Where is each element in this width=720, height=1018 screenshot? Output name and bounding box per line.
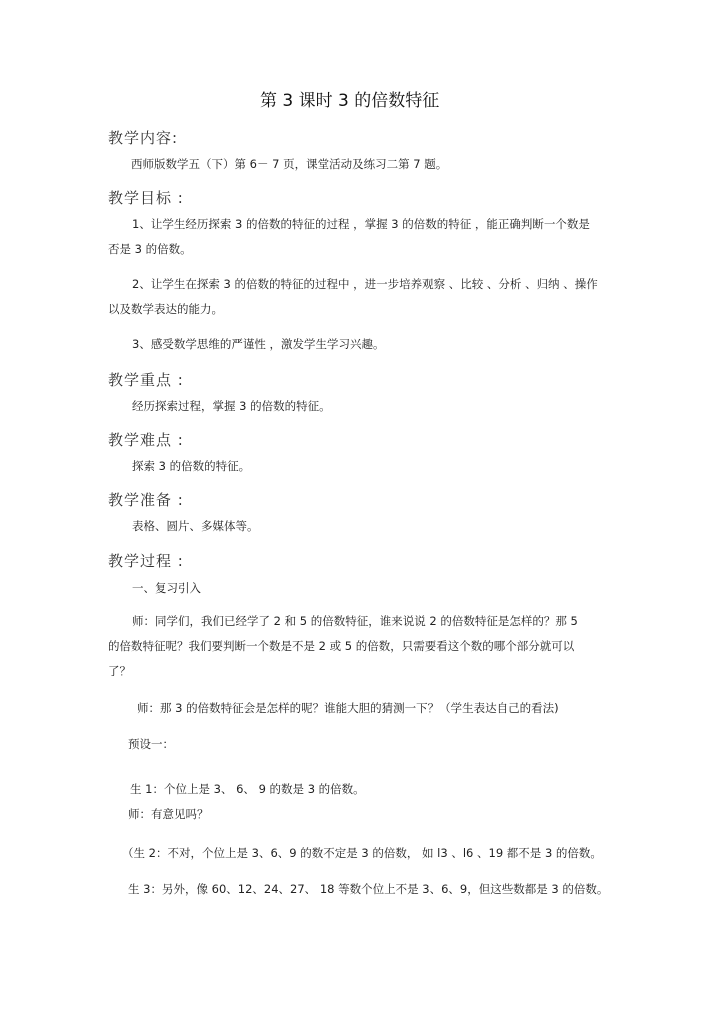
student-1: 生 1：个位上是 3、 6、 9 的数是 3 的倍数。 bbox=[130, 782, 365, 796]
content-heading: 教学内容: bbox=[108, 129, 179, 147]
difficulty-text: 探索 3 的倍数的特征。 bbox=[132, 459, 251, 473]
preparation-heading: 教学准备 : bbox=[108, 491, 184, 509]
difficulty-heading: 教学难点 : bbox=[108, 431, 184, 449]
process-heading: 教学过程 : bbox=[108, 552, 184, 570]
paragraph-1-line-1: 师：同学们，我们已经学了 2 和 5 的倍数特征，谁来说说 2 的倍数特征是怎样的？那 5 bbox=[132, 614, 578, 628]
student-3: 生 3：另外，像 60、12、24、27、 18 等数个位上不是 3、6、9，但这些数都是 3 的倍数。 bbox=[128, 882, 609, 896]
paragraph-1-line-2: 的倍数特征呢？我们要判断一个数是不是 2 或 5 的倍数，只需要看这个数的哪个部分就可以 bbox=[108, 639, 575, 653]
preset-1: 预设一： bbox=[128, 737, 174, 751]
content-text: 西师版数学五（下）第 6－ 7 页，课堂活动及练习二第 7 题。 bbox=[131, 157, 448, 171]
paragraph-2: 师：那 3 的倍数特征会是怎样的呢？谁能大胆的猜测一下？（学生表达自己的看法) bbox=[137, 701, 559, 715]
teacher-question: 师：有意见吗？ bbox=[128, 807, 209, 821]
page-title: 第 3 课时 3 的倍数特征 bbox=[260, 91, 440, 111]
goals-heading: 教学目标 : bbox=[108, 189, 184, 207]
student-2: （生 2：不对，个位上是 3、6、9 的数不定是 3 的倍数， 如 l3 、l6 、19 都不是 3 的倍数。 bbox=[122, 846, 602, 860]
goal-3: 3、感受数学思维的严谨性 ，激发学生学习兴趣。 bbox=[132, 337, 385, 351]
goal-2-line-2: 以及数学表达的能力。 bbox=[108, 302, 223, 316]
goal-2-line-1: 2、让学生在探索 3 的倍数的特征的过程中 ，进一步培养观察 、比较 、分析 、归纳 、操作 bbox=[132, 277, 598, 291]
paragraph-1-line-3: 了？ bbox=[108, 664, 131, 678]
goal-1-line-1: 1、让学生经历探索 3 的倍数的特征的过程 ，掌握 3 的倍数的特征 ，能正确判断一个数是 bbox=[132, 217, 590, 231]
key-point-text: 经历探索过程，掌握 3 的倍数的特征。 bbox=[132, 399, 331, 413]
key-point-heading: 教学重点 : bbox=[108, 371, 184, 389]
preparation-text: 表格、圆片、多媒体等。 bbox=[132, 519, 259, 533]
goal-1-line-2: 否是 3 的倍数。 bbox=[108, 242, 192, 256]
process-step-1: 一、复习引入 bbox=[132, 581, 201, 595]
